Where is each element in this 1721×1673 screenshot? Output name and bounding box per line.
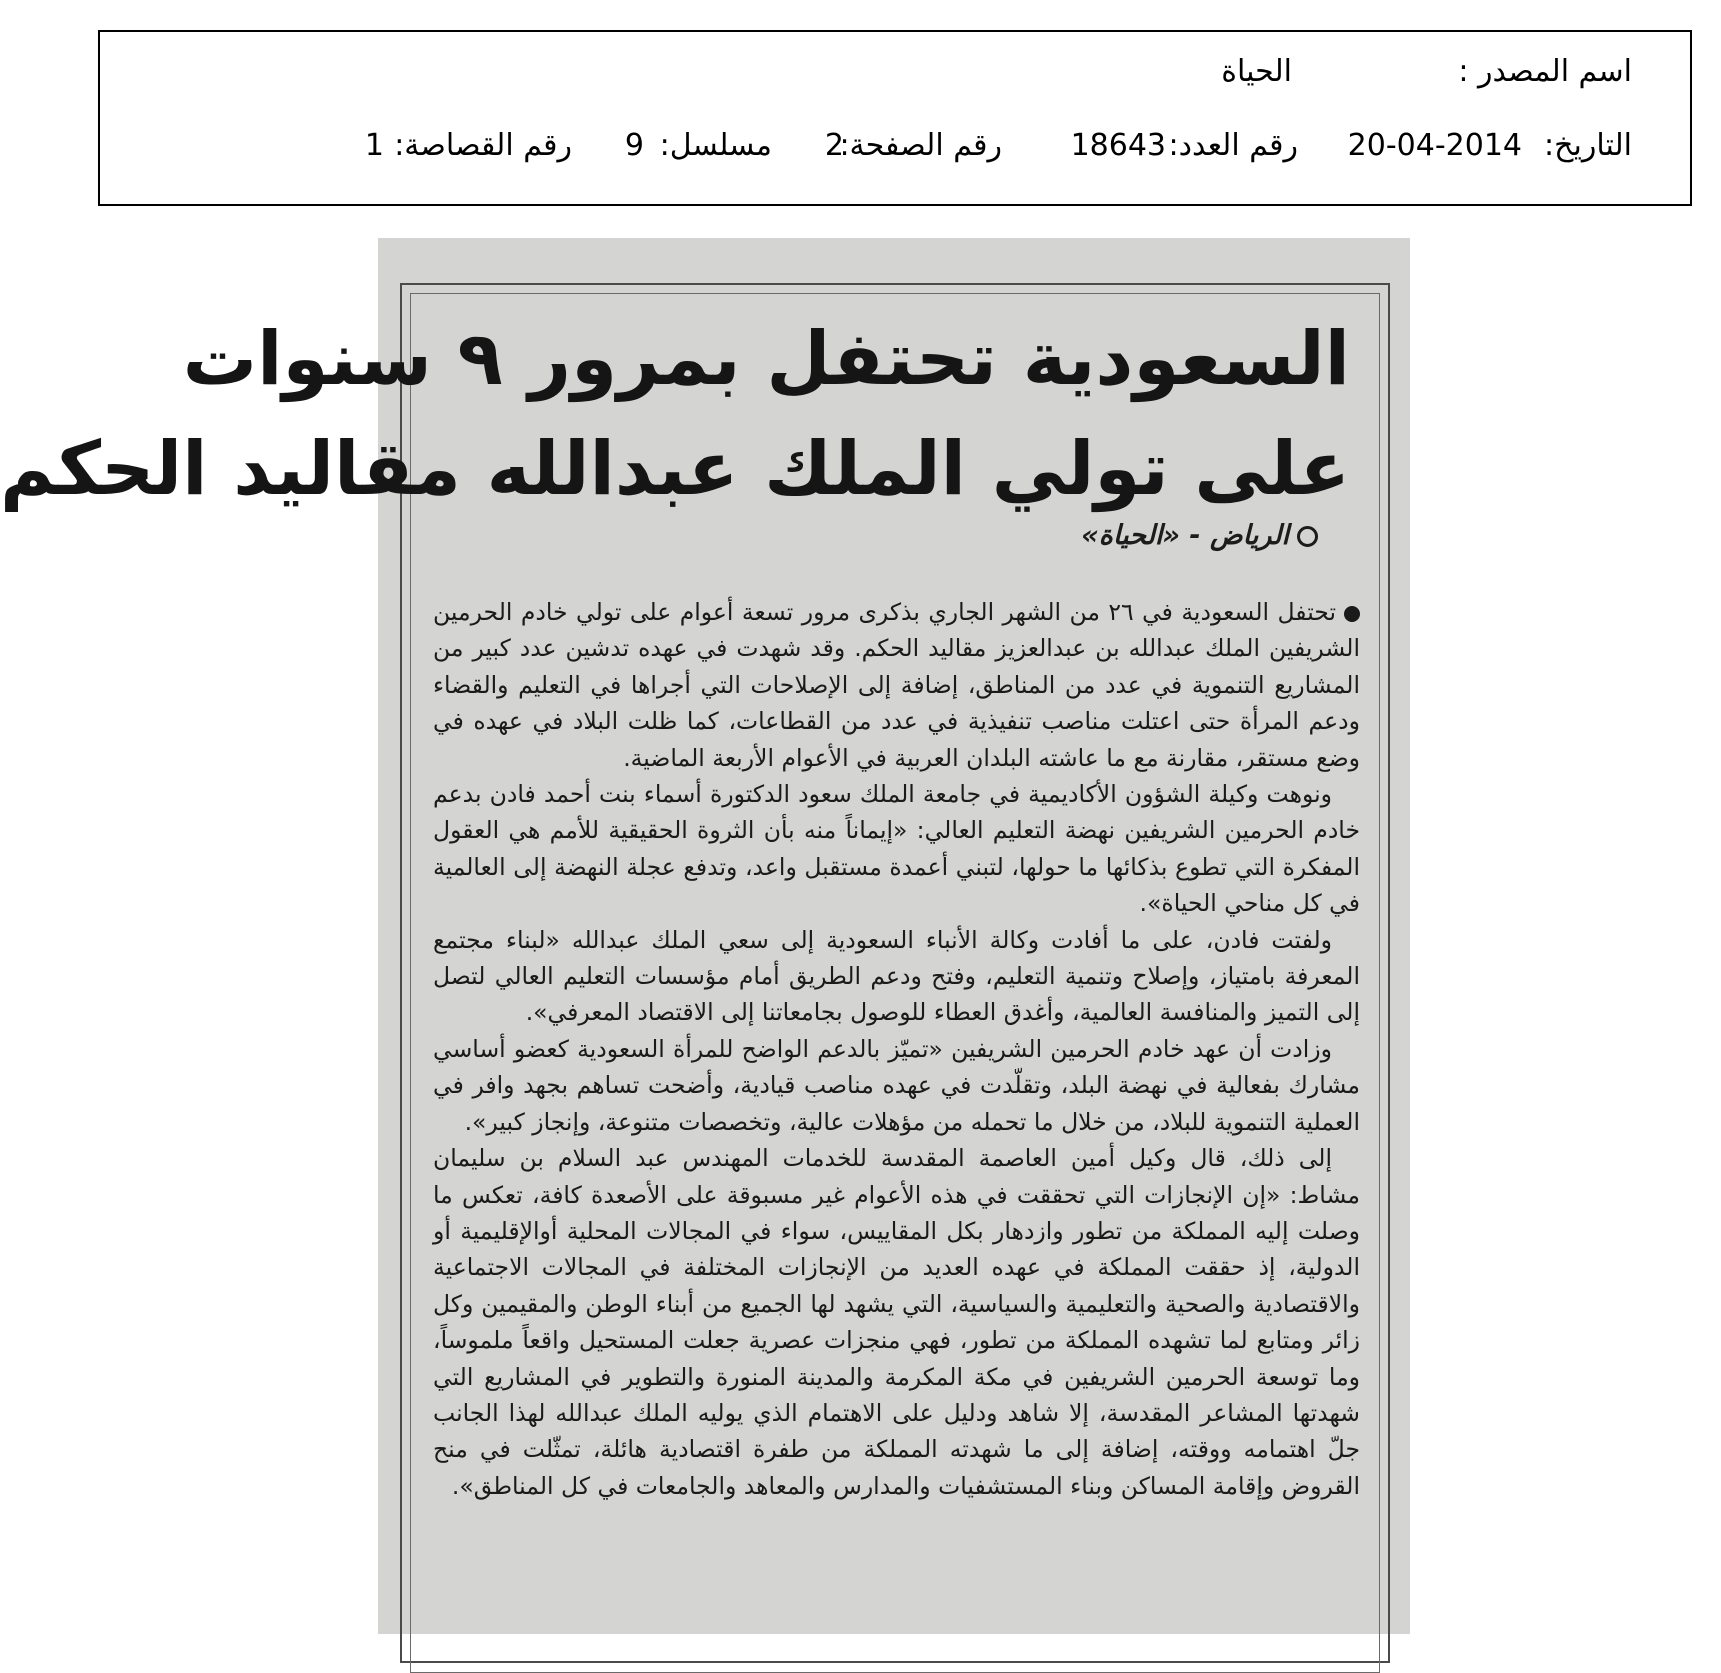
source-value: الحياة: [1221, 54, 1292, 89]
details-row: [100, 128, 1690, 168]
issue-value: 18643: [1070, 128, 1166, 163]
headline-line-1: السعودية تحتفل بمرور ٩ سنوات: [182, 316, 1350, 402]
dateline: [1081, 520, 1318, 551]
date-value: 20-04-2014: [1347, 128, 1522, 163]
article-paragraph-2: ونوهت وكيلة الشؤون الأكاديمية في جامعة الملك سعود الدكتورة أسماء بنت أحمد فادن بدعم خادم الحرمين الشريفين نهضة التعليم العالي: «إيماناً منه بأن الثروة الحقيقية للأمم هي العقول المفكرة التي تطوع بذكائها ما حولها، لتبني أعمدة مستقبل واعد، وتدفع عجلة النهضة إلى العالمية في كل مناحي الحياة».: [433, 780, 1360, 918]
page-value: 2: [824, 128, 844, 163]
source-label: اسم المصدر :: [1458, 54, 1632, 89]
dateline-ring-icon: [1297, 526, 1318, 547]
clip-label: رقم القصاصة:: [394, 128, 572, 163]
clip-value: 1: [364, 128, 384, 163]
issue-label: رقم العدد:: [1168, 128, 1298, 163]
date-label: التاريخ:: [1544, 128, 1632, 163]
paragraph-text: تحتفل السعودية في ٢٦ من الشهر الجاري بذكرى مرور تسعة أعوام على تولي خادم الحرمين الشريفين الملك عبدالله بن عبدالعزيز مقاليد الحكم. وقد شهدت في عهده تدشين عدد كبير من المشاريع التنموية في عدد من المناطق، إضافة إلى الإصلاحات التي أجراها في التعليم والقضاء ودعم المرأة حتى اعتلت مناصب تنفيذية في عدد من القطاعات، كما ظلت البلاد في عهده في وضع مستقر، مقارنة مع ما عاشته البلدان العربية في الأعوام الأربعة الماضية.: [433, 598, 1360, 772]
source-info-box: [98, 30, 1692, 206]
dateline-text: الرياض - «الحياة»: [1081, 520, 1289, 551]
source-row: [100, 54, 1690, 94]
headline-line-2: على تولي الملك عبدالله مقاليد الحكم: [0, 426, 1350, 512]
article-paragraph-4: وزادت أن عهد خادم الحرمين الشريفين «تميّز بالدعم الواضح للمرأة السعودية كعضو أساسي مشارك بفعالية في نهضة البلد، وتقلّدت في عهده مناصب قيادية، وأضحت تساهم بجهد وافر في العملية التنموية للبلاد، من خلال ما تحمله من مؤهلات عالية، وتخصصات متنوعة، وإنجاز كبير».: [433, 1034, 1360, 1136]
serial-value: 9: [624, 128, 644, 163]
serial-label: مسلسل:: [659, 128, 772, 163]
article-body: [433, 594, 1360, 1504]
article-paragraph-3: ولفتت فادن، على ما أفادت وكالة الأنباء السعودية إلى سعي الملك عبدالله «لبناء مجتمع المعرفة بامتياز، وإصلاح وتنمية التعليم، وفتح ودعم الطريق أمام مؤسسات التعليم العالي لتصل إلى التميز والمنافسة العالمية، وأغدق العطاء للوصول بجامعاتنا إلى الاقتصاد المعرفي».: [433, 925, 1360, 1027]
article-paragraph-1: [433, 594, 1360, 776]
newspaper-clipping: [0, 238, 1410, 1634]
page-label: رقم الصفحة:: [839, 128, 1002, 163]
bullet-icon: [1344, 606, 1360, 622]
article-paragraph-5: إلى ذلك، قال وكيل أمين العاصمة المقدسة للخدمات المهندس عبد السلام بن سليمان مشاط: «إن الإنجازات التي تحققت في هذه الأعوام غير مسبوقة على الأصعدة كافة، تعكس ما وصلت إليه المملكة من تطور وازدهار بكل المقاييس، سواء في المجالات المحلية أوالإقليمية أو الدولية، إذ حققت المملكة في عهده العديد من الإنجازات المختلفة في المجالات الاجتماعية والاقتصادية والصحية والتعليمية والسياسية، التي يشهد لها الجميع من أبناء الوطن والمقيمين وكل زائر ومتابع لما تشهده المملكة من تطور، فهي منجزات عصرية جعلت المستحيل واقعاً ملموساً، وما توسعة الحرمين الشريفين في مكة المكرمة والمدينة المنورة والتطوير في المشاريع التي شهدتها المشاعر المقدسة، إلا شاهد ودليل على الاهتمام الذي يوليه الملك عبدالله لهذا الجانب جلّ اهتمامه ووقته، إضافة إلى ما شهدته المملكة من طفرة اقتصادية هائلة، تمثّلت في منح القروض وإقامة المساكن وبناء المستشفيات والمدارس والمعاهد والجامعات في كل المناطق».: [433, 1144, 1360, 1500]
